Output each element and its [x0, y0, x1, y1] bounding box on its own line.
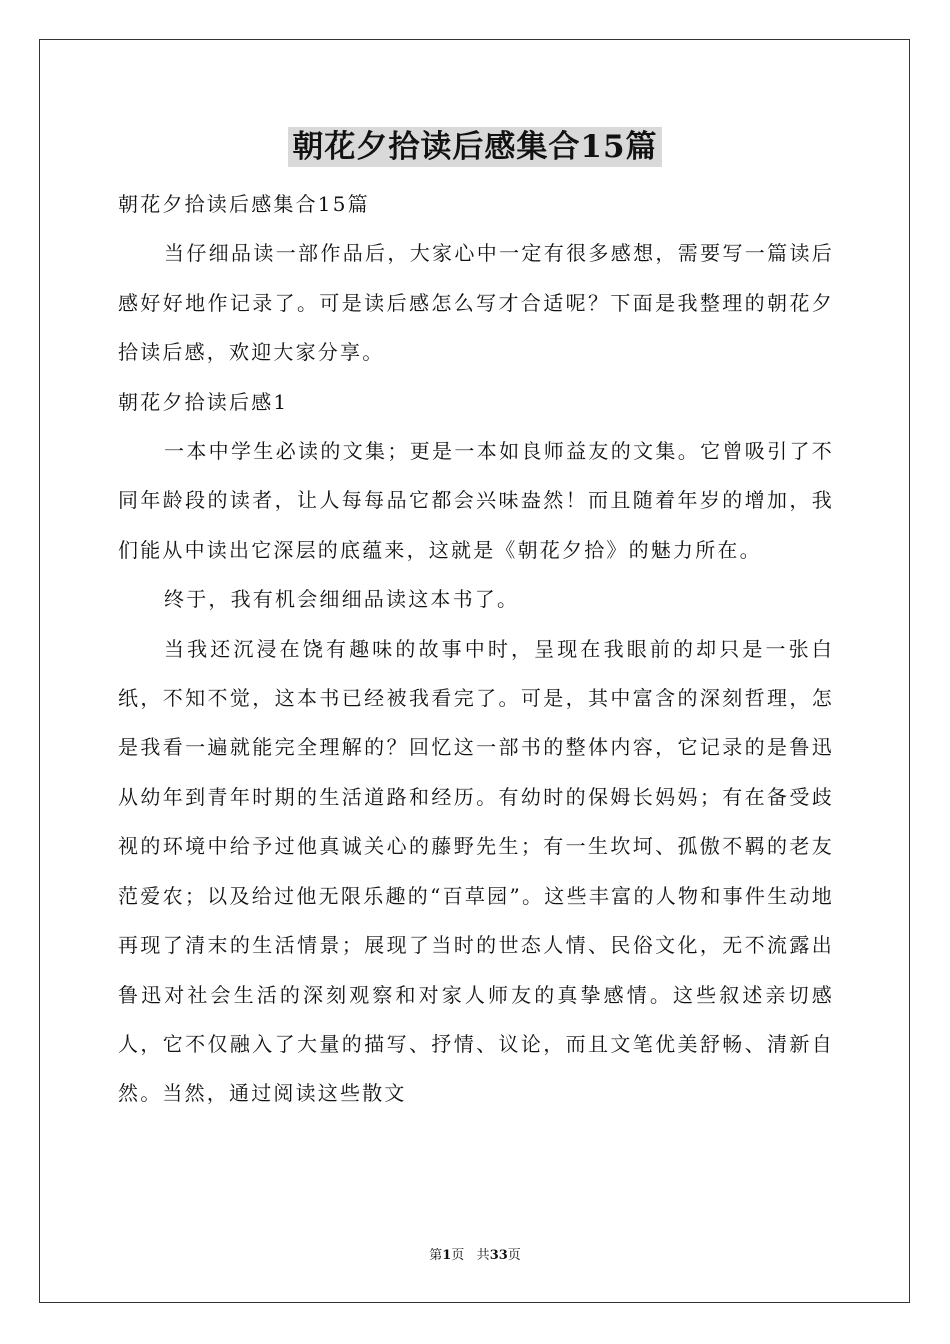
document-body — [118, 180, 834, 1119]
document-title-text: 朝花夕拾读后感集合15篇 — [288, 127, 661, 167]
page-footer — [0, 1246, 950, 1266]
body-paragraph-2: 终于，我有机会细细品读这本书了。 — [164, 587, 520, 612]
footer-total-pages: 33 — [489, 1248, 508, 1263]
document-title — [0, 122, 950, 172]
body-paragraph-3: 当我还沉浸在饶有趣味的故事中时，呈现在我眼前的却只是一张白纸，不知不觉，这本书已经被我看完了。可是，其中富含的深刻哲理，怎是我看一遍就能完全理解的？回忆这一部书的整体内容，它记录的是鲁迅从幼年到青年时期的生活道路和经历。有幼时的保姆长妈妈；有在备受歧视的环境中给予过他真诚关心的藤野先生；有一生坎坷、孤傲不羁的老友范爱农；以及给过他无限乐趣的“百草园”。这些丰富的人物和事件生动地再现了清末的生活情景；展现了当时的世态人情、民俗文化，无不流露出鲁迅对社会生活的深刻观察和对家人师友的真挚感情。这些叙述亲切感人，它不仅融入了大量的描写、抒情、议论，而且文笔优美舒畅、清新自然。当然，通过阅读这些散文 — [118, 636, 834, 1106]
body-paragraph-1: 一本中学生必读的文集；更是一本如良师益友的文集。它曾吸引了不同年龄段的读者，让人每每品它都会兴味盎然！而且随着年岁的增加，我们能从中读出它深层的底蕴来，这就是《朝花夕拾》的魅力所在。 — [118, 439, 834, 562]
footer-page-unit: 页 — [451, 1248, 465, 1263]
section-heading: 朝花夕拾读后感1 — [118, 389, 289, 414]
document-subtitle: 朝花夕拾读后感集合15篇 — [118, 192, 370, 216]
footer-total-unit: 页 — [507, 1248, 521, 1263]
footer-page-number: 1 — [442, 1248, 452, 1263]
footer-prefix: 第 — [429, 1248, 443, 1263]
intro-paragraph: 当仔细品读一部作品后，大家心中一定有很多感想，需要写一篇读后感好好地作记录了。可是读后感怎么写才合适呢？下面是我整理的朝花夕拾读后感，欢迎大家分享。 — [118, 241, 834, 365]
footer-total-prefix: 共 — [476, 1248, 490, 1263]
